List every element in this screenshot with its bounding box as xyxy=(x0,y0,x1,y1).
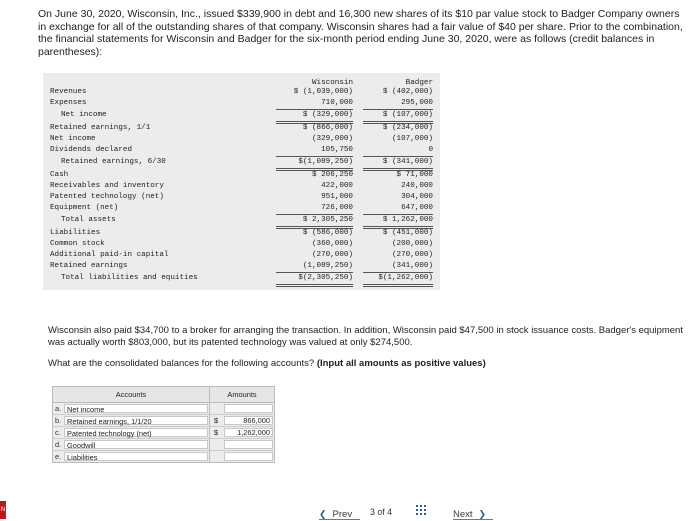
account-name-field[interactable]: Goodwill xyxy=(64,440,208,449)
fs-row-equipment: Equipment (net) 726,000 647,000 xyxy=(43,203,440,214)
answer-table-header xyxy=(53,387,274,403)
row-letter: e. xyxy=(55,452,62,461)
row-letter: a. xyxy=(55,404,62,413)
fs-row-retained-earnings: Retained earnings (1,089,250) (341,000) xyxy=(43,261,440,272)
additional-info: Wisconsin also paid $34,700 to a broker for arranging the transaction. In addition, Wisconsin paid $47,500 in stock issuance costs. Badger's equipment was actually worth $803,000, but its patented technology was valued at only $274,500. xyxy=(48,325,683,348)
amount-input[interactable] xyxy=(224,440,273,449)
financial-statements-table xyxy=(43,73,440,290)
answer-row-retained-earnings xyxy=(53,415,274,427)
fs-row-expenses: Expenses 710,000 295,000 xyxy=(43,98,440,109)
dollar-sign xyxy=(214,440,224,449)
fs-row-total-assets: Total assets $ 2,305,250 $ 1,262,000 xyxy=(43,215,440,226)
answer-table xyxy=(52,386,275,463)
next-label: Next xyxy=(453,508,473,520)
fs-row-cash: Cash $ 206,250 $ 71,000 xyxy=(50,171,433,179)
badger-header: Badger xyxy=(405,79,433,87)
prev-button[interactable] xyxy=(319,507,360,521)
dollar-sign: $ xyxy=(214,428,219,437)
amount-input[interactable] xyxy=(224,404,273,413)
fs-row-revenues: Revenues $ (1,039,000) $ (402,000) xyxy=(50,88,433,96)
row-letter: c. xyxy=(55,428,61,437)
fs-row-retained-earnings-6-30: Retained earnings, 6/30 $(1,089,250) $ (341,000) xyxy=(43,157,440,168)
amounts-header: Amounts xyxy=(227,390,257,399)
answer-row-goodwill xyxy=(53,439,274,451)
chevron-right-icon: ❯ xyxy=(478,508,487,519)
fs-row-receivables: Receivables and inventory 422,000 240,000 xyxy=(50,182,433,190)
amount-input[interactable] xyxy=(224,452,273,461)
accounts-header: Accounts xyxy=(53,387,210,402)
fs-row-retained-earnings-1-1: Retained earnings, 1/1 $ (866,000) $ (234,000) xyxy=(50,124,433,132)
chevron-left-icon: ❮ xyxy=(319,508,327,519)
question xyxy=(48,358,486,369)
fs-row-total-liabilities-equities: Total liabilities and equities $(2,305,250) $(1,262,000) xyxy=(43,273,440,284)
account-name-field[interactable]: Patented technology (net) xyxy=(64,428,208,437)
prev-label: Prev xyxy=(332,508,353,520)
question-text: What are the consolidated balances for the following accounts? xyxy=(48,358,315,369)
account-name-field[interactable]: Net income xyxy=(64,404,208,413)
page-indicator: 3 of 4 xyxy=(370,507,393,517)
fs-row-patented-technology: Patented technology (net) 951,000 304,000 xyxy=(50,193,433,201)
fs-row-liabilities: Liabilities $ (586,000) $ (451,000) xyxy=(50,229,433,237)
answer-row-net-income xyxy=(53,403,274,415)
wisconsin-header: Wisconsin xyxy=(311,79,353,87)
sidebar-mark: N xyxy=(0,507,6,513)
question-instruction: (Input all amounts as positive values) xyxy=(316,358,486,369)
problem-statement: On June 30, 2020, Wisconsin, Inc., issued $339,900 in debt and 16,300 new shares of its $10 par value stock to Badger Company owners in exchange for all of the outstanding shares of that company. Wisconsin shares had a fair value of $40 per share. Prior to the combination, the financial statements for Wisconsin and Badger for the six-month period ending June 30, 2020, were as follows (credit balances in parentheses): xyxy=(38,8,683,58)
fs-row-apic: Additional paid-in capital (270,000) (270,000) xyxy=(50,251,433,259)
answer-row-patented-technology xyxy=(53,427,274,439)
fs-row-dividends: Dividends declared 105,750 0 xyxy=(43,145,440,156)
grid-icon[interactable] xyxy=(416,505,426,515)
fs-row-net-income: Net income $ (329,000) $ (107,000) xyxy=(43,110,440,121)
row-letter: b. xyxy=(55,416,62,425)
amount-input[interactable]: 1,262,000 xyxy=(224,428,273,437)
sidebar-tab[interactable] xyxy=(0,501,6,519)
dollar-sign: $ xyxy=(214,416,219,425)
dollar-sign xyxy=(214,404,224,413)
amount-input[interactable]: 866,000 xyxy=(224,416,273,425)
next-button[interactable] xyxy=(453,507,493,521)
row-letter: d. xyxy=(55,440,62,449)
fs-row-net-income-2: Net income (329,000) (107,000) xyxy=(50,135,433,143)
account-name-field[interactable]: Liabilities xyxy=(64,452,208,461)
answer-row-liabilities xyxy=(53,451,274,462)
account-name-field[interactable]: Retained earnings, 1/1/20 xyxy=(64,416,208,425)
fs-row-common-stock: Common stock (360,000) (200,000) xyxy=(50,240,433,248)
dollar-sign xyxy=(214,452,224,461)
